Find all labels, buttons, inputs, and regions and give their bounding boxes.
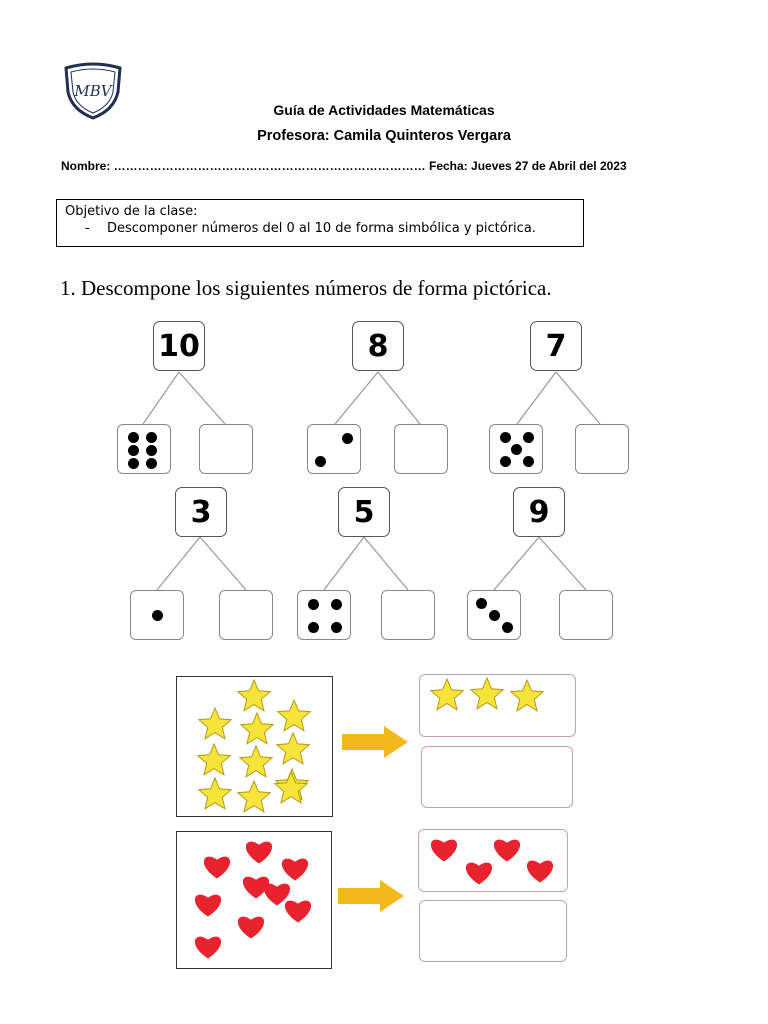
stars-group-box <box>176 676 333 817</box>
dice-dot <box>128 432 139 443</box>
teacher-name: Profesora: Camila Quinteros Vergara <box>257 128 511 144</box>
heart-icon <box>285 901 311 923</box>
hearts-given-box <box>418 829 568 892</box>
objective-text: Descomponer números del 0 al 10 de forma simbólica y pictórica. <box>107 221 536 236</box>
number-box-5: 5 <box>338 487 390 537</box>
heart-icon <box>195 895 221 917</box>
number-box-10: 10 <box>153 321 205 371</box>
dice-dot <box>502 622 513 633</box>
answer-box-8[interactable] <box>394 424 448 474</box>
objective-box <box>56 199 584 247</box>
star-icon <box>277 733 309 764</box>
number-box-9: 9 <box>513 487 565 537</box>
dice-dot <box>523 456 534 467</box>
dice-four <box>297 590 351 640</box>
dice-dot <box>315 456 326 467</box>
heart-icon <box>204 857 230 879</box>
name-date-line: Nombre: …………………………………………………………………… Fecha: Jueves 27 de Abril del 2023 <box>61 159 627 173</box>
star-icon <box>238 781 270 812</box>
dice-dot <box>500 432 511 443</box>
dice-dot <box>331 622 342 633</box>
objective-label: Objetivo de la clase: <box>65 204 198 219</box>
answer-box-10[interactable] <box>199 424 253 474</box>
objective-item <box>65 220 575 237</box>
answer-box-3[interactable] <box>219 590 273 640</box>
star-icon <box>511 680 543 711</box>
heart-icon <box>431 840 457 862</box>
dice-one <box>130 590 184 640</box>
dice-dot <box>146 458 157 469</box>
logo-text: MBV <box>74 82 112 100</box>
heart-icon <box>282 859 308 881</box>
star-icon <box>471 678 503 709</box>
heart-icon <box>527 861 553 883</box>
star-icon <box>275 772 307 803</box>
dice-dot <box>511 444 522 455</box>
dice-dot <box>128 445 139 456</box>
heart-icon <box>466 863 492 885</box>
answer-box-5[interactable] <box>381 590 435 640</box>
star-icon <box>241 713 273 744</box>
answer-box-9[interactable] <box>559 590 613 640</box>
star-icon <box>199 778 231 809</box>
arrow-icon <box>336 878 406 914</box>
objective-bullet: - <box>85 221 90 236</box>
hearts-answer-box[interactable] <box>419 900 567 962</box>
number-box-7: 7 <box>530 321 582 371</box>
dice-dot <box>152 610 163 621</box>
dice-dot <box>500 456 511 467</box>
number-box-3: 3 <box>175 487 227 537</box>
dice-six <box>117 424 171 474</box>
heart-icon <box>238 917 264 939</box>
dice-dot <box>331 599 342 610</box>
dice-dot <box>342 433 353 444</box>
heart-icon <box>246 842 272 864</box>
dice-five <box>489 424 543 474</box>
star-icon <box>431 679 463 710</box>
dice-dot <box>128 458 139 469</box>
dice-dot <box>308 622 319 633</box>
answer-box-7[interactable] <box>575 424 629 474</box>
dice-dot <box>308 599 319 610</box>
stars-given-box <box>419 674 576 737</box>
heart-icon <box>494 840 520 862</box>
arrow-icon <box>340 724 410 760</box>
dice-two <box>307 424 361 474</box>
number-box-8: 8 <box>352 321 404 371</box>
dice-dot <box>146 432 157 443</box>
star-icon <box>240 746 272 777</box>
dice-dot <box>146 445 157 456</box>
dice-three <box>467 590 521 640</box>
worksheet-title: Guía de Actividades Matemáticas <box>273 102 495 118</box>
star-icon <box>238 680 270 711</box>
question-1: 1. Descompone los siguientes números de forma pictórica. <box>60 276 552 300</box>
star-icon <box>198 744 230 775</box>
dice-dot <box>523 432 534 443</box>
dice-dot <box>476 598 487 609</box>
dice-dot <box>489 610 500 621</box>
hearts-group-box <box>176 831 332 969</box>
heart-icon <box>195 937 221 959</box>
star-icon <box>278 700 310 731</box>
stars-answer-box[interactable] <box>421 746 573 808</box>
star-icon <box>199 708 231 739</box>
